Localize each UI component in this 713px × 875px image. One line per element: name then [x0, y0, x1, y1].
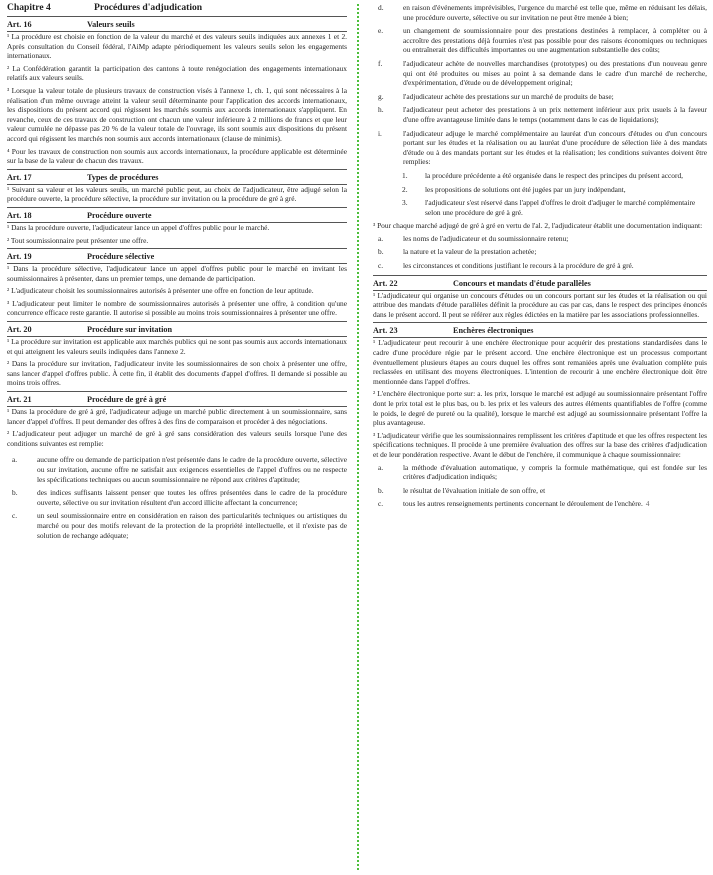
paragraph: ¹ La procédure est choisie en fonction de la valeur du marché et des valeurs seuils indiquées aux annexes 1 et 2. Après consultation du Conseil fédéral, l'AiMp adapte périodiquement les valeurs seuils selon les engagements internationaux. — [7, 32, 347, 61]
list-text: l'adjudicateur adjuge le marché complémentaire au lauréat d'un concours d'études ou d'un concours portant sur les études et la réalisation ou au lauréat d'une procédure de sélection liée à des mandats d'étude ou à des mandats portant sur les études et la réalisation; les conditions suivantes doivent être remplies: — [403, 128, 707, 167]
article-number: Art. 21 — [7, 395, 32, 405]
list-text: la méthode d'évaluation automatique, y compris la formule mathématique, qui est fondée sur les critères d'adjudication indiqués; — [403, 462, 707, 482]
list-marker: f. — [378, 58, 383, 68]
paragraph: ² L'enchère électronique porte sur: a. les prix, lorsque le marché est adjugé au soumissionnaire présentant l'offre dont le prix total est le plus bas, ou b. les prix et les valeurs des autres éléments quantifiables de l'offre (comme le poids, le degré de pureté ou la qualité), lorsque le marché est adjugé au soumissionnaire présentant l'offre la plus avantageuse. — [373, 389, 707, 428]
paragraph: ³ Pour chaque marché adjugé de gré à gré en vertu de l'al. 2, l'adjudicateur établit une documentation indiquant: — [373, 221, 703, 231]
list-item — [373, 129, 707, 167]
paragraph: ³ L'adjudicateur peut limiter le nombre de soumissionnaires autorisés à présenter une offre, à condition qu'une concurrence efficace reste garantie. Il autorise si possible au moins trois soumissionnaires à présenter une offre. — [7, 298, 347, 318]
article-title: Enchères électroniques — [453, 326, 534, 336]
paragraph: ² L'adjudicateur peut adjuger un marché de gré à gré sans considération des valeurs seuils lorsque l'une des conditions suivantes est remplie: — [7, 429, 347, 448]
list-text — [403, 499, 707, 509]
rule — [7, 321, 347, 322]
list-item — [373, 3, 707, 22]
article-heading-21 — [7, 395, 347, 405]
list-item — [373, 26, 707, 55]
rule — [7, 391, 347, 392]
list-text: un seul soumissionnaire entre en considération en raison des particularités techniques ou artistiques du marché ou pour des motifs relevant de la protection de la propriété intellectuelle, et il n'existe pas de solution de rechange adéquate; — [37, 511, 347, 540]
list-marker: a. — [12, 455, 18, 465]
chapter-number: Chapitre 4 — [7, 2, 51, 13]
rule — [373, 275, 707, 276]
article-heading-18 — [7, 211, 347, 221]
paragraph: ¹ Dans la procédure de gré à gré, l'adjudicateur adjuge un marché public directement à un soumissionnaire, sans lancer d'appel d'offres. Il peut demander des offres à des fins de comparaison et procéder à des négociations. — [7, 407, 347, 426]
list-marker: b. — [378, 247, 384, 257]
paragraph: ¹ Dans la procédure ouverte, l'adjudicateur lance un appel d'offres public pour le marché. — [7, 222, 270, 232]
article-heading-17 — [7, 173, 347, 183]
list-marker: e. — [378, 26, 384, 36]
list-marker: i. — [378, 128, 382, 138]
article-number: Art. 20 — [7, 325, 32, 335]
list-text: l'adjudicateur s'est réservé dans l'appel d'offres le droit d'adjuger le marché complémentaire selon une procédure de gré à gré. — [425, 198, 696, 217]
list-item — [7, 455, 347, 484]
paragraph: ² L'adjudicateur choisit les soumissionnaires autorisés à présenter une offre en fonction de leur aptitude. — [7, 286, 314, 296]
paragraph: ² La Confédération garantit la participation des cantons à toute renégociation des engagements internationaux relatifs aux valeurs seuils. — [7, 63, 347, 83]
list-item — [373, 486, 707, 496]
list-item — [373, 261, 707, 271]
rule — [7, 248, 347, 249]
article-title: Types de procédures — [87, 172, 159, 182]
article-heading-22 — [373, 279, 707, 289]
list-marker: b. — [378, 485, 384, 495]
article-number: Art. 18 — [7, 210, 32, 220]
article-number: Art. 17 — [7, 172, 32, 182]
paragraph: ¹ Suivant sa valeur et les valeurs seuils, un marché public peut, au choix de l'adjudicateur, être adjugé selon la procédure ouverte, la procédure sélective, la procédure sur invitation ou la procédure de gré à gré. — [7, 184, 347, 204]
left-column — [7, 0, 347, 544]
chapter-title: Procédures d'adjudication — [94, 2, 203, 13]
list-item — [373, 499, 707, 509]
article-title: Procédure sélective — [87, 252, 155, 262]
list-item — [373, 234, 707, 244]
rule — [7, 207, 347, 208]
paragraph: ³ Lorsque la valeur totale de plusieurs travaux de construction visés à l'annexe 1, ch. 1, qui sont nécessaires à la réalisation d'un même ouvrage atteint la valeur seuil déterminante pour l'application des accords internationaux, les dispositions du présent accord qui régissent les marchés soumis aux accords internationaux s'appliquent. En revanche, ceux de ces travaux de construction ont chacun une valeur inférieure à 2 millions de francs et que leur valeur cumulée ne dépasse pas 20 % de la valeur totale de l'ouvrage, ils sont soumis aux dispositions du présent accord qui régissent les marchés non soumis aux accords internationaux (clause de minimis). — [7, 85, 347, 143]
article-title: Procédure de gré à gré — [87, 395, 167, 405]
list-item — [373, 92, 707, 102]
list-marker: g. — [378, 91, 384, 101]
sub-list-item — [399, 171, 707, 181]
list-marker: 3. — [402, 198, 408, 208]
article-heading-23 — [373, 326, 707, 336]
list-item — [373, 59, 707, 88]
article-heading-19 — [7, 252, 347, 262]
list-text: un changement de soumissionnaire pour des prestations destinées à remplacer, à compléter ou à accroître des prestations déjà fournies n'est pas possible pour des raisons économiques ou techniques ou entraînerait des difficultés importantes ou une augmentation substantielle des coûts; — [403, 26, 707, 55]
page-number: 4 — [645, 499, 650, 509]
paragraph: ² Dans la procédure sur invitation, l'adjudicateur invite les soumissionnaires de son choix à présenter une offre, sans lancer d'appel d'offres public. À cette fin, il établit des documents d'appel d'offres. Il demande si possible au moins trois offres. — [7, 359, 347, 388]
list-text: des indices suffisants laissent penser que toutes les offres présentées dans le cadre de la procédure ouverte, sélective ou sur invitation résultent d'un accord illicite affectant la concurrence; — [37, 488, 347, 507]
list-text: les propositions de solutions ont été jugées par un jury indépendant, — [425, 184, 626, 194]
paragraph: ⁴ Pour les travaux de construction non soumis aux accords internationaux, la procédure applicable est déterminée sur la base de la valeur de chacun des travaux. — [7, 146, 347, 166]
chapter-heading — [7, 2, 347, 13]
list-text: la nature et la valeur de la prestation achetée; — [403, 247, 537, 257]
list-text: le résultat de l'évaluation initiale de son offre, et — [403, 485, 546, 495]
list-marker: b. — [12, 488, 18, 498]
list-marker: c. — [378, 499, 384, 509]
article-heading-16 — [7, 20, 347, 30]
paragraph: ³ L'adjudicateur vérifie que les soumissionnaires remplissent les critères d'aptitude et que les offres respectent les spécifications techniques. Il procède à une première évaluation des offres sur la base des critères d'adjudication et de leur pondération respective. Avant le début de l'enchère, il communique à chaque soumissionnaire: — [373, 430, 707, 459]
sub-list-item — [399, 198, 707, 217]
article-number: Art. 19 — [7, 252, 32, 262]
list-text: aucune offre ou demande de participation n'est présentée dans le cadre de la procédure ouverte, sélective ou sur invitation, aucune offre ne satisfait aux exigences essentielles de l'appel d'offres ou ne respecte les spécifications techniques ou aucun soumissionnaire ne répond aux critères d'aptitude; — [37, 455, 347, 484]
paragraph: ¹ La procédure sur invitation est applicable aux marchés publics qui ne sont pas soumis aux accords internationaux et qui atteignent les valeurs seuils indiquées dans l'annexe 2. — [7, 337, 347, 356]
article-heading-20 — [7, 325, 347, 335]
list-text: les circonstances et conditions justifiant le recours à la procédure de gré à gré. — [403, 261, 634, 271]
article-number: Art. 16 — [7, 20, 32, 29]
column-divider — [357, 4, 359, 870]
list-item — [373, 247, 707, 257]
paragraph: ¹ L'adjudicateur peut recourir à une enchère électronique pour acquérir des prestations standardisées dans le cadre d'une procédure régie par le présent accord. Une enchère électronique est un processus comportant éventuellement plusieurs étapes au cours duquel les offres sont remaniées après une évaluation complète puis reclassées en utilisant des moyens électroniques. L'intention de recourir à une enchère électronique doit être mentionnée dans l'appel d'offres. — [373, 338, 707, 386]
article-title: Procédure ouverte — [87, 210, 152, 220]
list-marker: d. — [378, 3, 384, 12]
rule — [7, 16, 347, 17]
list-item — [373, 105, 707, 124]
article-title: Valeurs seuils — [87, 20, 135, 29]
list-marker: 2. — [402, 184, 408, 194]
right-column — [373, 0, 707, 513]
list-marker: a. — [378, 233, 384, 243]
list-text: les noms de l'adjudicateur et du soumissionnaire retenu; — [403, 233, 569, 243]
list-item — [373, 463, 707, 482]
article-number: Art. 22 — [373, 278, 398, 288]
list-text: l'adjudicateur peut acheter des prestations à un prix nettement inférieur aux prix usuels à la faveur d'une offre avantageuse limitée dans le temps (notamment dans le cas de liquidations); — [403, 105, 707, 124]
article-title: Concours et mandats d'étude parallèles — [453, 278, 591, 288]
rule — [7, 169, 347, 170]
list-text: la procédure précédente a été organisée dans le respect des principes du présent accord, — [425, 170, 684, 180]
list-marker: h. — [378, 105, 384, 115]
list-marker: 1. — [402, 170, 408, 180]
list-text: en raison d'événements imprévisibles, l'urgence du marché est telle que, même en réduisant les délais, une procédure ouverte, sélective ou sur invitation ne peut être menée à bien; — [403, 3, 707, 22]
list-item — [7, 488, 347, 507]
list-text-content: tous les autres renseignements pertinents concernant le déroulement de l'enchère. — [403, 499, 643, 509]
list-marker: c. — [378, 261, 384, 271]
article-number: Art. 23 — [373, 326, 398, 336]
list-item — [7, 511, 347, 540]
sub-list-item — [399, 185, 707, 195]
paragraph: ¹ L'adjudicateur qui organise un concours d'études ou un concours portant sur les études et la réalisation ou qui attribue des mandats d'étude parallèles définit la procédure au cas par cas, dans le respect des principes énoncés dans le présent accord. Il peut se référer aux règles édictées en la matière par les associations professionnelles. — [373, 290, 707, 319]
paragraph: ² Tout soumissionnaire peut présenter une offre. — [7, 235, 149, 245]
paragraph: ¹ Dans la procédure sélective, l'adjudicateur lance un appel d'offres public pour le marché en invitant les soumissionnaires à présenter, dans un premier temps, une demande de participation. — [7, 264, 347, 283]
rule — [373, 322, 707, 323]
list-text: l'adjudicateur achète de nouvelles marchandises (prototypes) ou des prestations d'un nouveau genre qui ont été produites ou mises au point à sa demande dans le cadre d'un marché de recherche, d'expérimentation, d'étude ou de développement original; — [403, 58, 707, 88]
article-title: Procédure sur invitation — [87, 325, 173, 335]
list-text: l'adjudicateur achète des prestations sur un marché de produits de base; — [403, 91, 614, 101]
list-marker: a. — [378, 462, 384, 472]
list-marker: c. — [12, 511, 18, 521]
